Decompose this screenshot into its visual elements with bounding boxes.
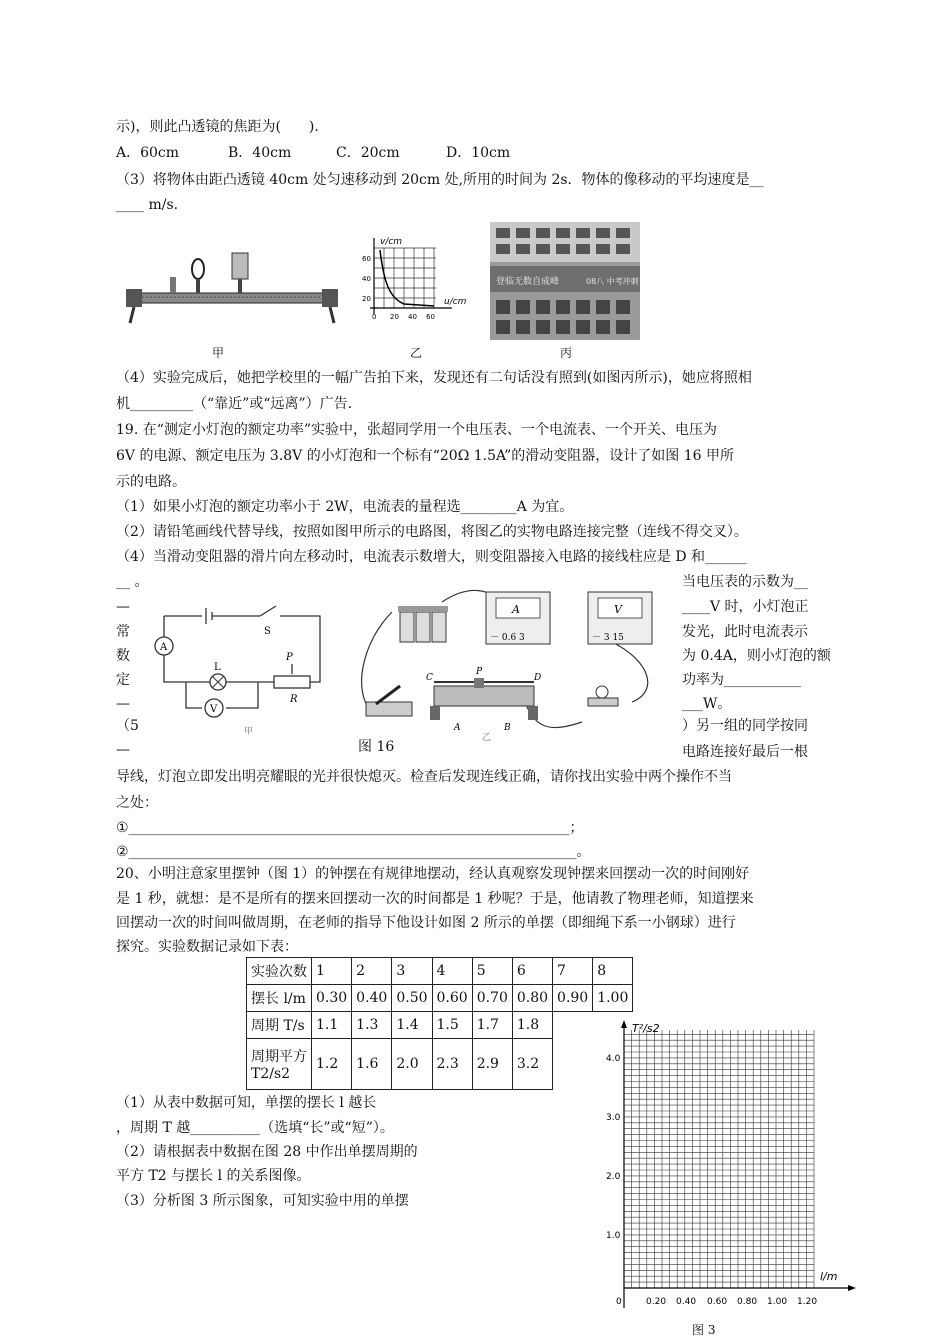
ammeter-label: A <box>160 642 168 653</box>
table-cell: 0.90 <box>553 985 593 1012</box>
voltmeter-face-label: V <box>614 603 622 616</box>
lamp-label: L <box>214 662 221 673</box>
circuit-diagram <box>140 598 336 738</box>
left-fragment: 常 <box>116 624 130 640</box>
right-col-line: ）另一组的同学按同 <box>682 718 808 734</box>
graph-x-label: u/cm <box>444 297 467 307</box>
answer-blank-2[interactable]: ②________________________________________________________________。 <box>116 844 591 860</box>
table-cell: 1.3 <box>352 1012 392 1039</box>
q18-3-line2: ____ m/s. <box>116 197 179 213</box>
right-col-line: ____V 时，小灯泡正 <box>682 599 809 615</box>
table-row <box>247 1039 633 1090</box>
q20-intro-1: 20、小明注意家里摆钟（图 1）的钟摆在有规律地摆动，经认真观察发现钟摆来回摆动一次的时间刚好 <box>116 866 750 882</box>
table-cell: 0.50 <box>392 985 432 1012</box>
figure-3-caption: 图 3 <box>692 1323 716 1337</box>
figure-yi-label: 乙 <box>482 733 492 742</box>
table-cell: 7 <box>553 958 593 985</box>
graph-ytick: 3.0 <box>606 1113 621 1123</box>
table-cell: 3 <box>392 958 432 985</box>
q20-part1a: （1）从表中数据可知，单摆的摆长 l 越长 <box>116 1095 377 1111</box>
optical-bench-figure <box>124 245 340 330</box>
graph-ytick: 60 <box>362 255 371 263</box>
table-cell: 实验次数 <box>247 958 312 985</box>
graph-xtick: 0 <box>372 313 377 321</box>
table-cell: 4 <box>432 958 472 985</box>
slider-label: P <box>286 652 293 663</box>
table-cell: 1.4 <box>392 1012 432 1039</box>
graph-xtick: 20 <box>390 313 399 321</box>
table-cell: 周期 T/s <box>247 1012 312 1039</box>
table-cell: 5 <box>472 958 512 985</box>
terminal-b: B <box>504 723 511 733</box>
table-row <box>247 958 633 985</box>
graph-ytick: 40 <box>362 275 371 283</box>
option-a: A．60cm <box>116 145 180 161</box>
graph-xtick: 0.80 <box>737 1297 758 1307</box>
left-fragment: 数 <box>116 648 130 664</box>
table-cell: 1.5 <box>432 1012 472 1039</box>
table-cell: 周期平方 T2/s2 <box>247 1039 312 1090</box>
table-cell: 3.2 <box>512 1039 552 1090</box>
table-cell: 1.1 <box>312 1012 352 1039</box>
graph-ytick: 1.0 <box>606 1231 621 1241</box>
q18-3-line1: （3）将物体由距凸透镜 40cm 处匀速移动到 20cm 处,所用的时间为 2s．物体的像移动的平均速度是__ <box>116 172 764 188</box>
q20-part3: （3）分析图 3 所示图象，可知实验中用的单摆 <box>116 1193 409 1209</box>
q19-intro-2: 6V 的电源、额定电压为 3.8V 的小灯泡和一个标有“20Ω 1.5A”的滑动变阻器，设计了如图 16 甲所 <box>116 448 734 464</box>
school-building-photo <box>490 222 640 340</box>
graph-xtick: 0 <box>616 1297 622 1307</box>
q19-part4a: （4）当滑动变阻器的滑片向左移动时，电流表示数增大，则变阻器接入电路的接线柱应是 D 和______ <box>116 549 748 565</box>
table-cell: 摆长 l/m <box>247 985 312 1012</box>
rheostat-label: R <box>290 694 298 705</box>
left-fragment: （5 <box>116 718 139 734</box>
table-cell: 1.7 <box>472 1012 512 1039</box>
terminal-p: P <box>476 667 483 677</box>
option-c: C．20cm <box>336 145 400 161</box>
graph-ytick: 4.0 <box>606 1054 621 1064</box>
table-cell: 2.3 <box>432 1039 472 1090</box>
right-col-line: 功率为___________ <box>682 672 801 688</box>
terminal-c: C <box>426 673 433 683</box>
terminal-a: A <box>454 723 461 733</box>
graph-xtick: 0.60 <box>707 1297 728 1307</box>
physical-circuit-figure <box>352 582 662 742</box>
q20-part2b: 平方 T2 与摆长 l 的关系图像。 <box>116 1168 311 1184</box>
q19-part1: （1）如果小灯泡的额定功率小于 2W，电流表的量程选________A 为宜。 <box>116 499 574 515</box>
q18-4-line1: （4）实验完成后，她把学校里的一幅广告拍下来，发现还有二句话没有照到(如图丙所示)，她应将照相 <box>116 370 752 386</box>
graph-xtick: 1.00 <box>767 1297 788 1307</box>
option-d: D．10cm <box>446 145 511 161</box>
right-col-line: 当电压表的示数为__ <box>682 574 808 590</box>
q20-part2a: （2）请根据表中数据在图 28 中作出单摆周期的 <box>116 1144 418 1160</box>
terminal-d: D <box>534 673 542 683</box>
table-cell: 1.2 <box>312 1039 352 1090</box>
left-fragment: — <box>116 599 130 615</box>
q19-part4b: __ 。 <box>116 574 149 590</box>
ammeter-face-label: A <box>512 603 520 616</box>
table-cell: 1.00 <box>593 985 633 1012</box>
table-cell: 0.70 <box>472 985 512 1012</box>
table-cell: 2 <box>352 958 392 985</box>
table-cell: 2.0 <box>392 1039 432 1090</box>
q18-4-line2: 机_________（“靠近”或“远离”）广告. <box>116 396 353 412</box>
switch-label: S <box>264 626 271 637</box>
table-cell: 0.40 <box>352 985 392 1012</box>
table-cell: 0.30 <box>312 985 352 1012</box>
banner-text-left: 登临无数自成峰 <box>496 277 560 287</box>
banner-text-right: 08八 中考冲刺 <box>586 277 639 286</box>
table-cell: 0.60 <box>432 985 472 1012</box>
figure-jia-label: 甲 <box>244 727 254 737</box>
table-cell: 1 <box>312 958 352 985</box>
q19-intro-1: 19. 在“测定小灯泡的额定功率”实验中，张超同学用一个电压表、一个电流表、一个开关、电压为 <box>116 422 718 438</box>
table-cell: 6 <box>512 958 552 985</box>
right-col-line: 电路连接好最后一根 <box>682 744 808 760</box>
ammeter-terminals: － 0.6 3 <box>490 633 525 643</box>
option-b: B．40cm <box>228 145 292 161</box>
q19-part5-line1: 导线，灯泡立即发出明亮耀眼的光并很快熄灭。检查后发现连线正确，请你找出实验中两个操作不当 <box>116 769 732 785</box>
graph-y-label: v/cm <box>380 237 403 247</box>
table-cell: 8 <box>593 958 633 985</box>
graph-x-axis-label: l/m <box>820 1270 838 1283</box>
fig-label-jia: 甲 <box>212 346 225 360</box>
left-fragment: — <box>116 696 130 712</box>
graph-ytick: 2.0 <box>606 1172 621 1182</box>
v-u-graph <box>360 234 480 326</box>
table-row <box>247 1012 633 1039</box>
answer-blank-1[interactable]: ①_______________________________________________________________； <box>116 820 584 836</box>
left-fragment: 定 <box>116 672 130 688</box>
table-cell: 1.6 <box>352 1039 392 1090</box>
pendulum-data-table <box>246 957 633 1090</box>
q20-intro-4: 探究。实验数据记录如下表： <box>116 939 298 955</box>
voltmeter-label: V <box>210 704 218 715</box>
q20-intro-2: 是 1 秒，就想：是不是所有的摆来回摆动一次的时间都是 1 秒呢？于是，他请教了物理老师，知道摆来 <box>116 891 754 907</box>
fig-label-yi: 乙 <box>410 346 423 360</box>
fig16-caption: 图 16 <box>358 739 395 755</box>
graph-xtick: 1.20 <box>797 1297 818 1307</box>
q18-line: 示)，则此凸透镜的焦距为( ). <box>116 119 319 135</box>
table-cell: 0.80 <box>512 985 552 1012</box>
q19-intro-3: 示的电路。 <box>116 474 186 490</box>
graph-xtick: 40 <box>408 313 417 321</box>
right-col-line: ___W。 <box>682 696 732 712</box>
table-row <box>247 985 633 1012</box>
q20-intro-3: 回摆动一次的时间叫做周期，在老师的指导下他设计如图 2 所示的单摆（即细绳下系一小钢球）进行 <box>116 915 736 931</box>
left-fragment: — <box>116 742 130 758</box>
graph-xtick: 0.40 <box>676 1297 697 1307</box>
graph-y-axis-label: T²/s2 <box>632 1022 660 1035</box>
t2-vs-l-grid <box>600 1018 860 1318</box>
graph-xtick: 0.20 <box>646 1297 667 1307</box>
graph-ytick: 20 <box>362 295 371 303</box>
voltmeter-terminals: － 3 15 <box>592 633 624 643</box>
right-col-line: 发光，此时电流表示 <box>682 624 808 640</box>
right-col-line: 为 0.4A，则小灯泡的额 <box>682 648 831 664</box>
table-cell: 2.9 <box>472 1039 512 1090</box>
q19-part2: （2）请铅笔画线代替导线，按照如图甲所示的电路图，将图乙的实物电路连接完整（连线不得交叉）。 <box>116 524 748 540</box>
q19-part5-line2: 之处： <box>116 795 158 811</box>
table-cell: 1.8 <box>512 1012 552 1039</box>
q20-part1b: ，周期 T 越__________（选填“长”或“短”）。 <box>116 1120 394 1136</box>
graph-xtick: 60 <box>426 313 435 321</box>
fig-label-bing: 丙 <box>560 346 573 360</box>
